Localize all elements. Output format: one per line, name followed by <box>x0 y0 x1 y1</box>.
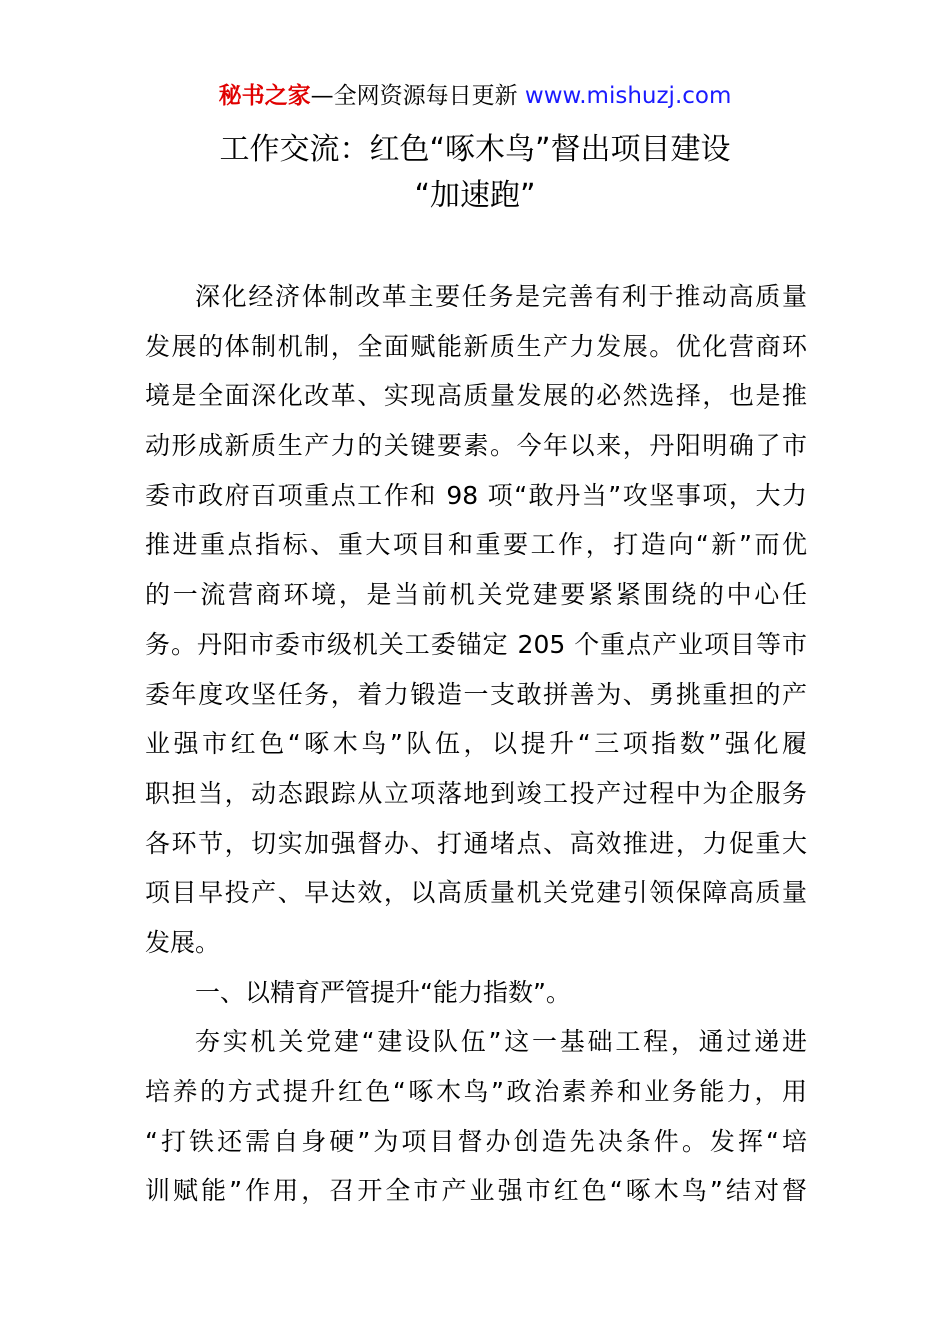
body-line: 业强市红色“啄木鸟”队伍，以提升“三项指数”强化履 <box>145 729 807 759</box>
body-line: “打铁还需自身硬”为项目督办创造先决条件。发挥“培 <box>145 1126 807 1156</box>
body-line: 训赋能”作用，召开全市产业强市红色“啄木鸟”结对督 <box>145 1176 807 1206</box>
site-url-link[interactable]: www.mishuzj.com <box>524 83 732 109</box>
body-line: 推进重点指标、重大项目和重要工作，打造向“新”而优 <box>145 530 807 560</box>
body-line: 境是全面深化改革、实现高质量发展的必然选择，也是推 <box>145 381 807 411</box>
body-line: 项目早投产、早达效，以高质量机关党建引领保障高质量 <box>145 878 807 908</box>
body-line: 务。丹阳市委市级机关工委锚定 205 个重点产业项目等市 <box>145 629 807 659</box>
body-line: 的一流营商环境，是当前机关党建要紧紧围绕的中心任 <box>145 580 807 610</box>
title-line-1: 工作交流：红色“啄木鸟”督出项目建设 <box>219 132 731 167</box>
section-heading: 一、以精育严管提升“能力指数”。 <box>195 977 571 1007</box>
body-line: 委市政府百项重点工作和 98 项“敢丹当”攻坚事项，大力 <box>145 480 807 510</box>
body-line: 夯实机关党建“建设队伍”这一基础工程，通过递进 <box>195 1027 807 1057</box>
body-line: 深化经济体制改革主要任务是完善有利于推动高质量 <box>195 282 807 311</box>
header-tagline: —全网资源每日更新 <box>310 83 518 109</box>
body-line: 发展的体制机制，全面赋能新质生产力发展。优化营商环 <box>145 331 807 361</box>
body-line: 培养的方式提升红色“啄木鸟”政治素养和业务能力，用 <box>145 1077 807 1106</box>
body-line: 动形成新质生产力的关键要素。今年以来，丹阳明确了市 <box>145 431 807 461</box>
body-line: 各环节，切实加强督办、打通堵点、高效推进，力促重大 <box>145 828 807 858</box>
document-body <box>145 272 807 1216</box>
body-line: 委年度攻坚任务，着力锻造一支敢拼善为、勇挑重担的产 <box>145 679 807 709</box>
site-header <box>0 80 950 112</box>
brand-name: 秘书之家 <box>218 83 311 109</box>
document-title <box>0 127 950 219</box>
title-line-2: “加速跑” <box>414 178 536 213</box>
body-line: 发展。 <box>145 927 221 957</box>
body-line: 职担当，动态跟踪从立项落地到竣工投产过程中为企服务 <box>145 778 807 808</box>
